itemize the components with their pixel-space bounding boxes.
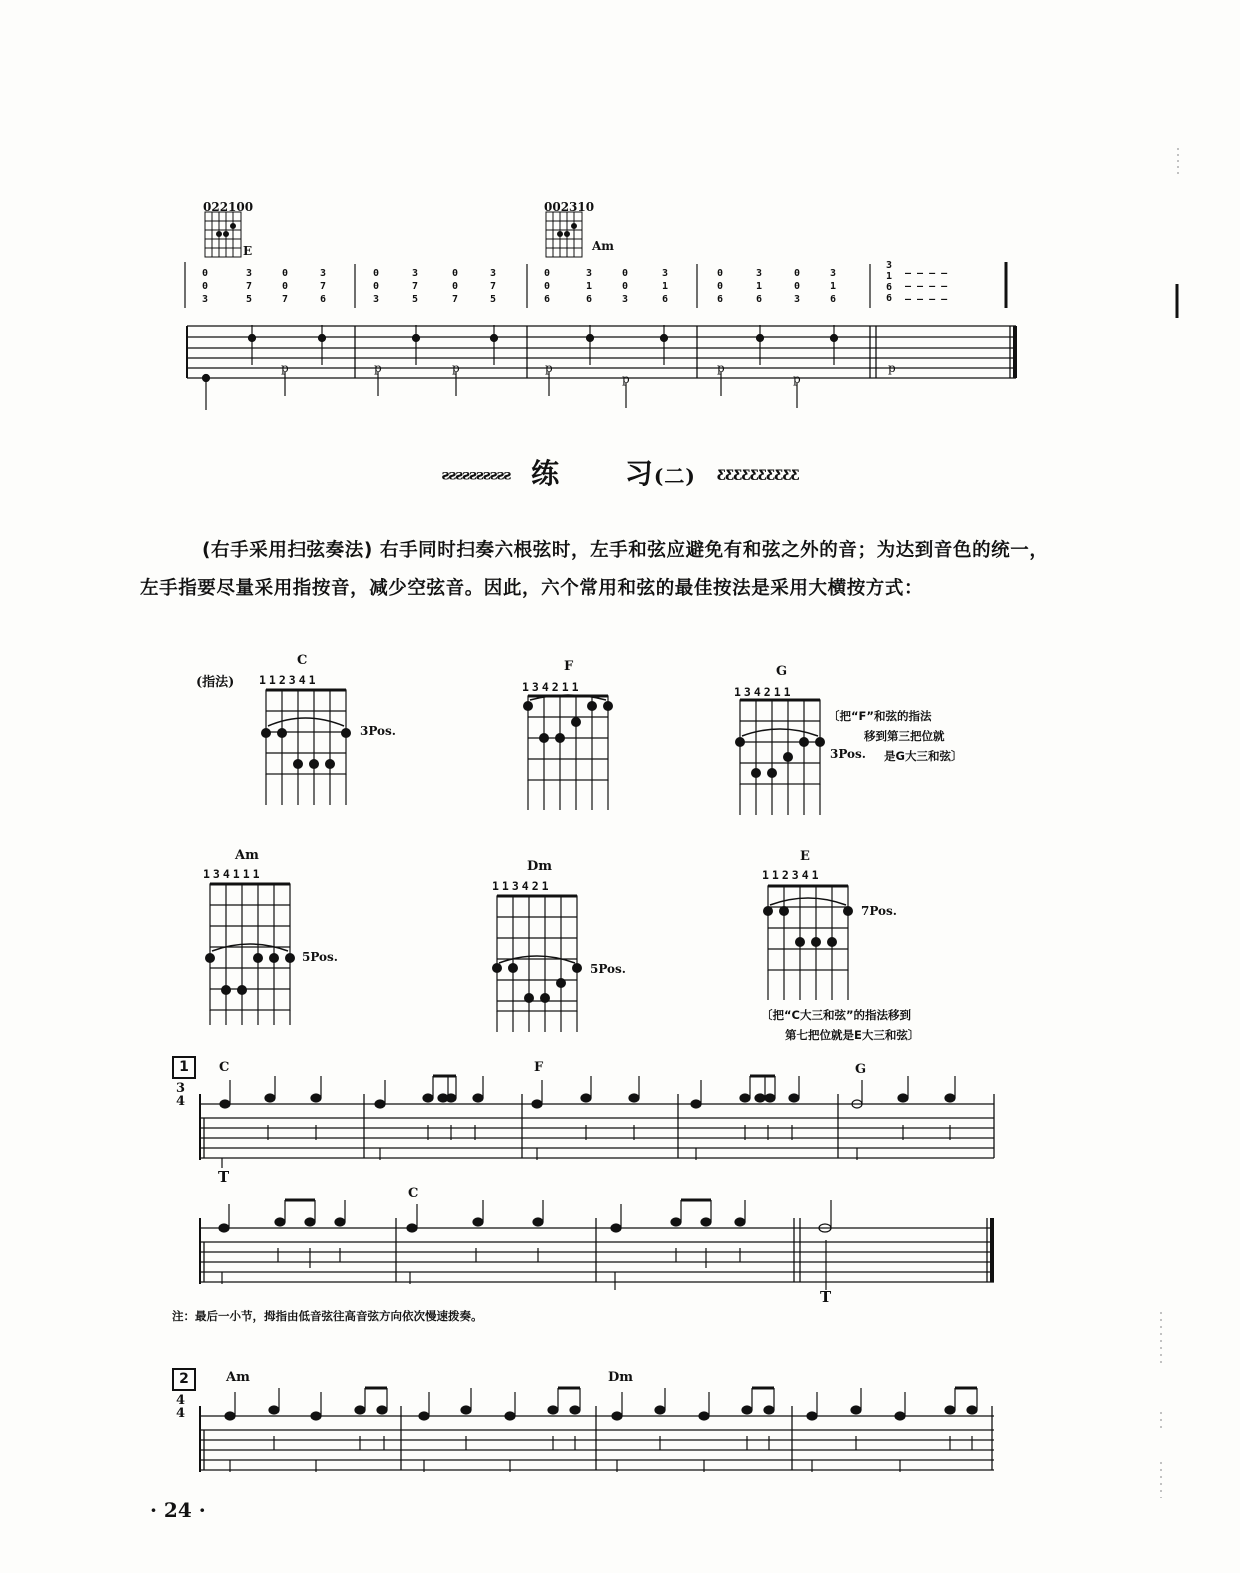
chord-name-dm: Dm	[527, 859, 553, 874]
svg-text:1: 1	[662, 281, 669, 292]
heading-decoration-right: ƸƸƸƸƸƸƸƸƸƸ	[716, 467, 799, 484]
svg-text:0: 0	[373, 281, 380, 292]
svg-text:3: 3	[794, 294, 801, 305]
svg-text:3: 3	[886, 260, 893, 271]
svg-text:6: 6	[662, 294, 669, 305]
svg-text:6: 6	[886, 282, 893, 293]
svg-text:1: 1	[886, 271, 893, 282]
chord-name-e: E	[800, 849, 810, 864]
svg-text:0: 0	[282, 268, 289, 279]
heading-title-2: 习	[624, 457, 654, 490]
svg-text:0: 0	[544, 281, 551, 292]
svg-text:3: 3	[756, 268, 763, 279]
exercise-2-time-top: 4	[176, 1393, 186, 1408]
svg-text:— — — —: — — — —	[905, 294, 948, 305]
chord-position-c: 3Pos.	[360, 724, 396, 738]
svg-text:0: 0	[717, 281, 724, 292]
svg-text:3: 3	[202, 294, 209, 305]
diagram-fingering-right: 002310	[544, 200, 595, 214]
svg-text:0: 0	[202, 268, 209, 279]
svg-text:7: 7	[282, 294, 289, 305]
svg-text:0: 0	[373, 268, 380, 279]
chord-fingers-f: 134211	[522, 680, 582, 694]
svg-text:7: 7	[412, 281, 419, 292]
exercise-1-time-bottom: 4	[176, 1094, 186, 1109]
svg-text:3: 3	[320, 268, 327, 279]
svg-text:5: 5	[412, 294, 419, 305]
chord-name-am: Am	[235, 848, 259, 863]
exercise-1-note: 注：最后一小节，拇指由低音弦往高音弦方向依次慢速拨奏。	[172, 1309, 483, 1323]
svg-text:6: 6	[756, 294, 763, 305]
exercise-2-chord-dm: Dm	[608, 1370, 634, 1385]
svg-text:— — — —: — — — —	[905, 268, 948, 279]
svg-text:— — — —: — — — —	[905, 281, 948, 292]
svg-text:1: 1	[830, 281, 837, 292]
chord-note-g-3: 是G大三和弦〕	[884, 749, 963, 763]
svg-text:7: 7	[246, 281, 253, 292]
chord-position-dm: 5Pos.	[590, 962, 626, 976]
svg-text:p: p	[717, 361, 725, 375]
chord-note-g-2: 移到第三把位就	[864, 729, 945, 743]
exercise-2-chord-am: Am	[226, 1370, 250, 1385]
svg-text:0: 0	[544, 268, 551, 279]
svg-text:7: 7	[490, 281, 497, 292]
svg-text:0: 0	[622, 281, 629, 292]
thumb-mark: T	[218, 1168, 230, 1186]
exercise-2-number: 2	[172, 1368, 196, 1391]
svg-text:6: 6	[886, 293, 893, 304]
svg-text:1: 1	[586, 281, 593, 292]
svg-text:3: 3	[662, 268, 669, 279]
svg-text:p: p	[888, 361, 896, 375]
intro-text: 右手同时扫奏六根弦时，左手和弦应避免有和弦之外的音；为达到音色的统一，左手指要尽量采用指按音，减少空弦音。因此，六个常用和弦的最佳按法是采用大横按方式：	[140, 540, 1049, 599]
svg-text:3: 3	[373, 294, 380, 305]
exercise-1-time-top: 3	[176, 1081, 186, 1096]
exercise-1-chord-c: C	[219, 1060, 230, 1075]
svg-text:0: 0	[282, 281, 289, 292]
chord-note-e-2: 第七把位就是E大三和弦〕	[785, 1028, 920, 1042]
svg-text:6: 6	[586, 294, 593, 305]
page-number: · 24 ·	[150, 1498, 206, 1522]
svg-text:6: 6	[717, 294, 724, 305]
svg-text:p: p	[545, 361, 553, 375]
chord-fingers-g: 134211	[734, 685, 794, 699]
svg-text:6: 6	[544, 294, 551, 305]
svg-text:p: p	[374, 361, 382, 375]
svg-text:0: 0	[622, 268, 629, 279]
chord-note-e-1: 〔把“C大三和弦”的指法移到	[761, 1008, 912, 1022]
exercise-1-chord-g: G	[855, 1062, 867, 1077]
svg-text:7: 7	[452, 294, 459, 305]
heading-decoration-left: ƨƨƨƨƨƨƨƨƨƨ	[441, 467, 511, 484]
svg-text:0: 0	[202, 281, 209, 292]
chord-fingers-e: 112341	[762, 868, 822, 882]
svg-text:3: 3	[586, 268, 593, 279]
exercise-1-chord-f: F	[534, 1060, 544, 1075]
svg-text:1: 1	[756, 281, 763, 292]
chord-name-c: C	[297, 653, 308, 668]
svg-text:p: p	[622, 372, 630, 386]
svg-text:3: 3	[830, 268, 837, 279]
svg-text:3: 3	[412, 268, 419, 279]
svg-text:6: 6	[830, 294, 837, 305]
svg-text:3: 3	[622, 294, 629, 305]
svg-text:0: 0	[452, 281, 459, 292]
svg-text:0: 0	[717, 268, 724, 279]
svg-text:6: 6	[320, 294, 327, 305]
svg-text:0: 0	[794, 268, 801, 279]
exercise-2-time-bottom: 4	[176, 1406, 186, 1421]
svg-text:0: 0	[452, 268, 459, 279]
chord-position-g: 3Pos.	[830, 747, 866, 761]
chord-position-e: 7Pos.	[861, 904, 897, 918]
chord-name-f: F	[564, 659, 574, 674]
chord-fingers-c: 112341	[259, 673, 319, 687]
svg-text:0: 0	[794, 281, 801, 292]
thumb-mark: T	[820, 1288, 832, 1306]
chord-fingers-dm: 113421	[492, 879, 552, 893]
diagram-chord-right: Am	[592, 239, 615, 253]
intro-label: (右手采用扫弦奏法)	[202, 540, 373, 561]
chord-name-g: G	[776, 664, 788, 679]
exercise-1-chord-c-2: C	[408, 1186, 419, 1201]
svg-text:p: p	[452, 361, 460, 375]
chord-note-g-1: 〔把“F”和弦的指法	[828, 709, 932, 723]
svg-text:3: 3	[490, 268, 497, 279]
heading-title-3: (二)	[653, 464, 696, 488]
chord-fingers-am: 134111	[203, 867, 263, 881]
svg-text:7: 7	[320, 281, 327, 292]
svg-text:5: 5	[246, 294, 253, 305]
exercise-1-number: 1	[172, 1056, 196, 1079]
svg-text:p: p	[281, 361, 289, 375]
svg-text:p: p	[793, 372, 801, 386]
heading-title-1: 练	[531, 457, 561, 490]
svg-text:3: 3	[246, 268, 253, 279]
diagram-fingering-left: 022100	[203, 200, 254, 214]
diagram-chord-left: E	[243, 244, 253, 258]
svg-text:5: 5	[490, 294, 497, 305]
fingering-label: (指法)	[196, 675, 235, 690]
chord-position-am: 5Pos.	[302, 950, 338, 964]
